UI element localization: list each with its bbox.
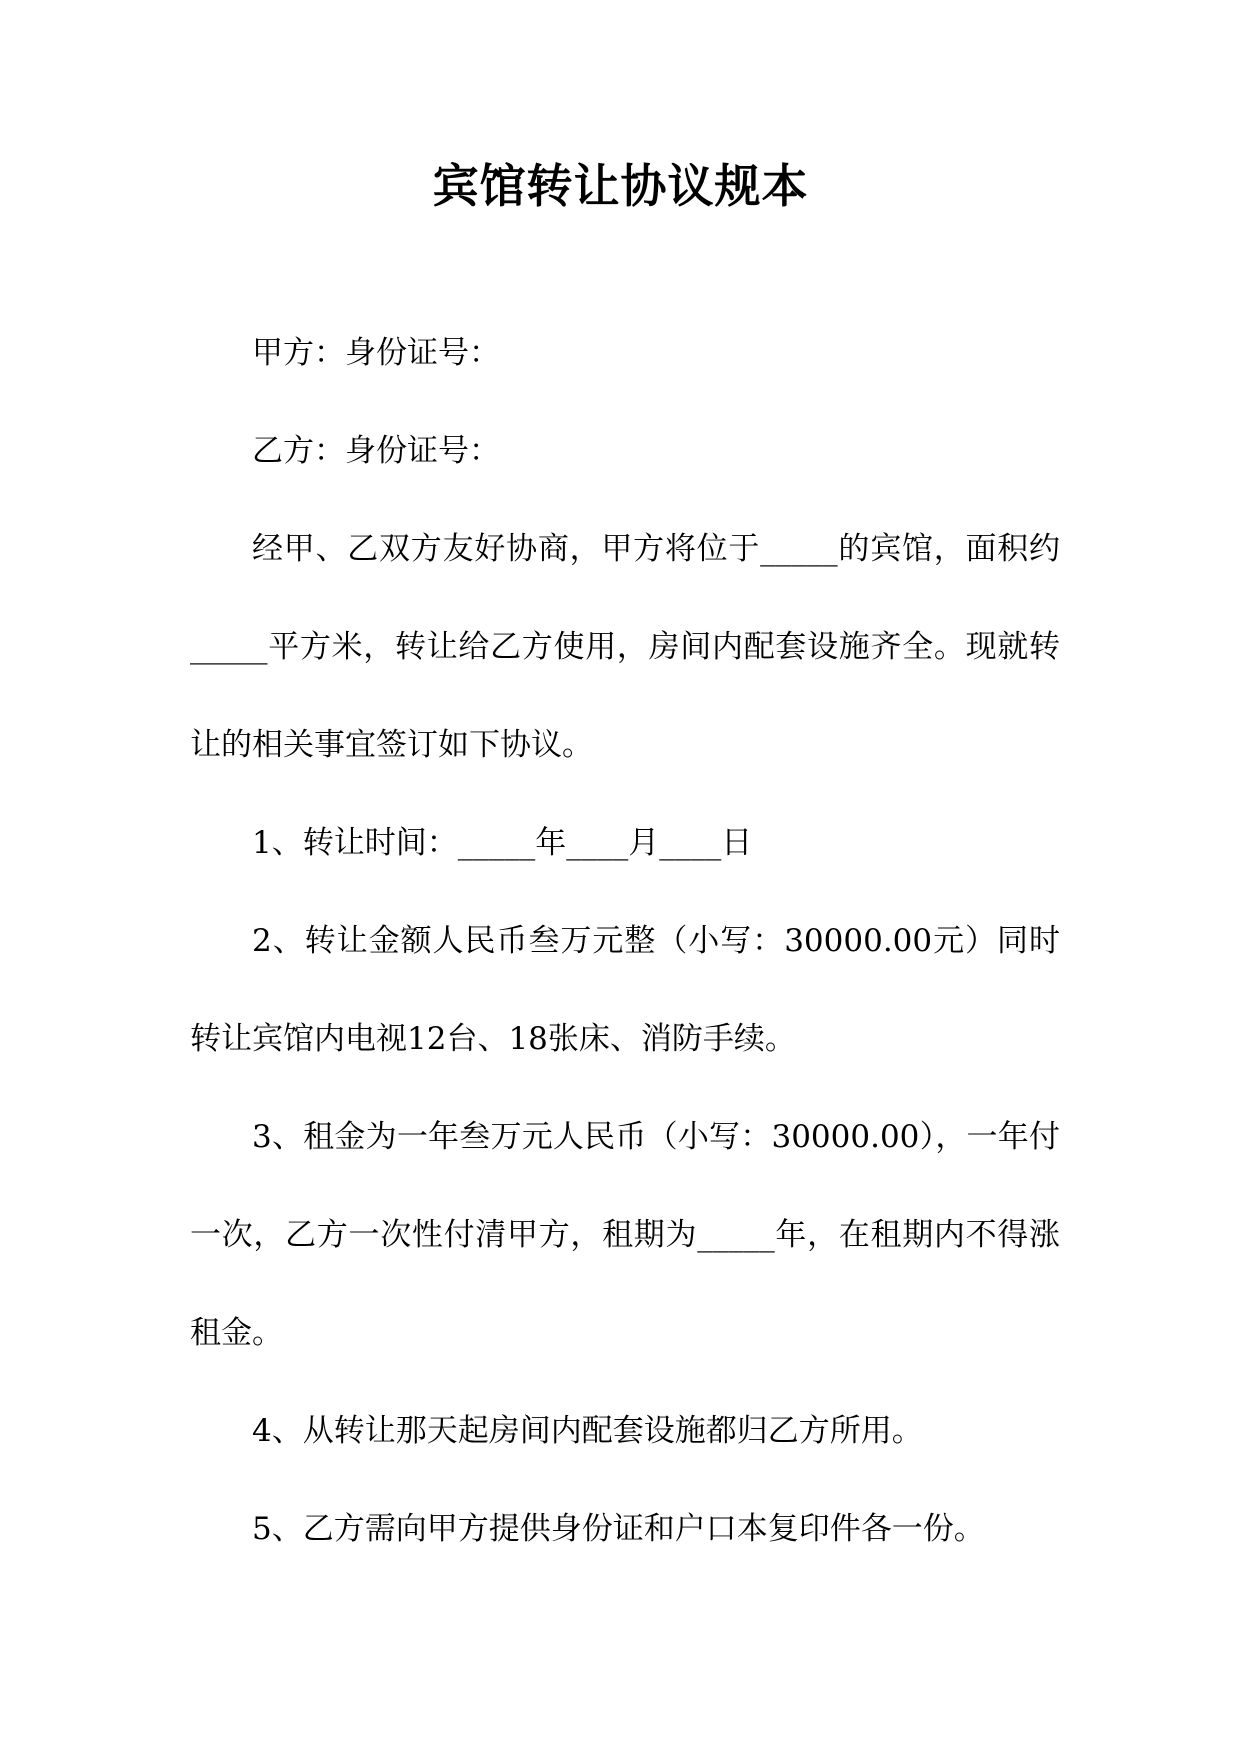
document-title: 宾馆转让协议规本: [432, 159, 809, 213]
clause-3: 3、租金为一年叁万元人民币（小写：30000.00），一年付一次，乙方一次性付清甲方，租期为_____年，在租期内不得涨租金。: [190, 1119, 1060, 1351]
clause-2: 2、转让金额人民币叁万元整（小写：30000.00元）同时转让宾馆内电视12台、18张床、消防手续。: [190, 923, 1060, 1057]
clause-1: 1、转让时间：_____年____月____日: [252, 825, 753, 861]
party-a-line: 甲方：身份证号：: [252, 335, 500, 371]
party-b-line: 乙方：身份证号：: [252, 433, 500, 469]
intro-paragraph: 经甲、乙双方友好协商，甲方将位于_____的宾馆，面积约_____平方米，转让给乙方使用，房间内配套设施齐全。现就转让的相关事宜签订如下协议。: [190, 531, 1060, 763]
document-body: [190, 304, 1060, 1578]
clause-4: 4、从转让那天起房间内配套设施都归乙方所用。: [252, 1413, 923, 1449]
clause-5: 5、乙方需向甲方提供身份证和户口本复印件各一份。: [252, 1511, 985, 1547]
